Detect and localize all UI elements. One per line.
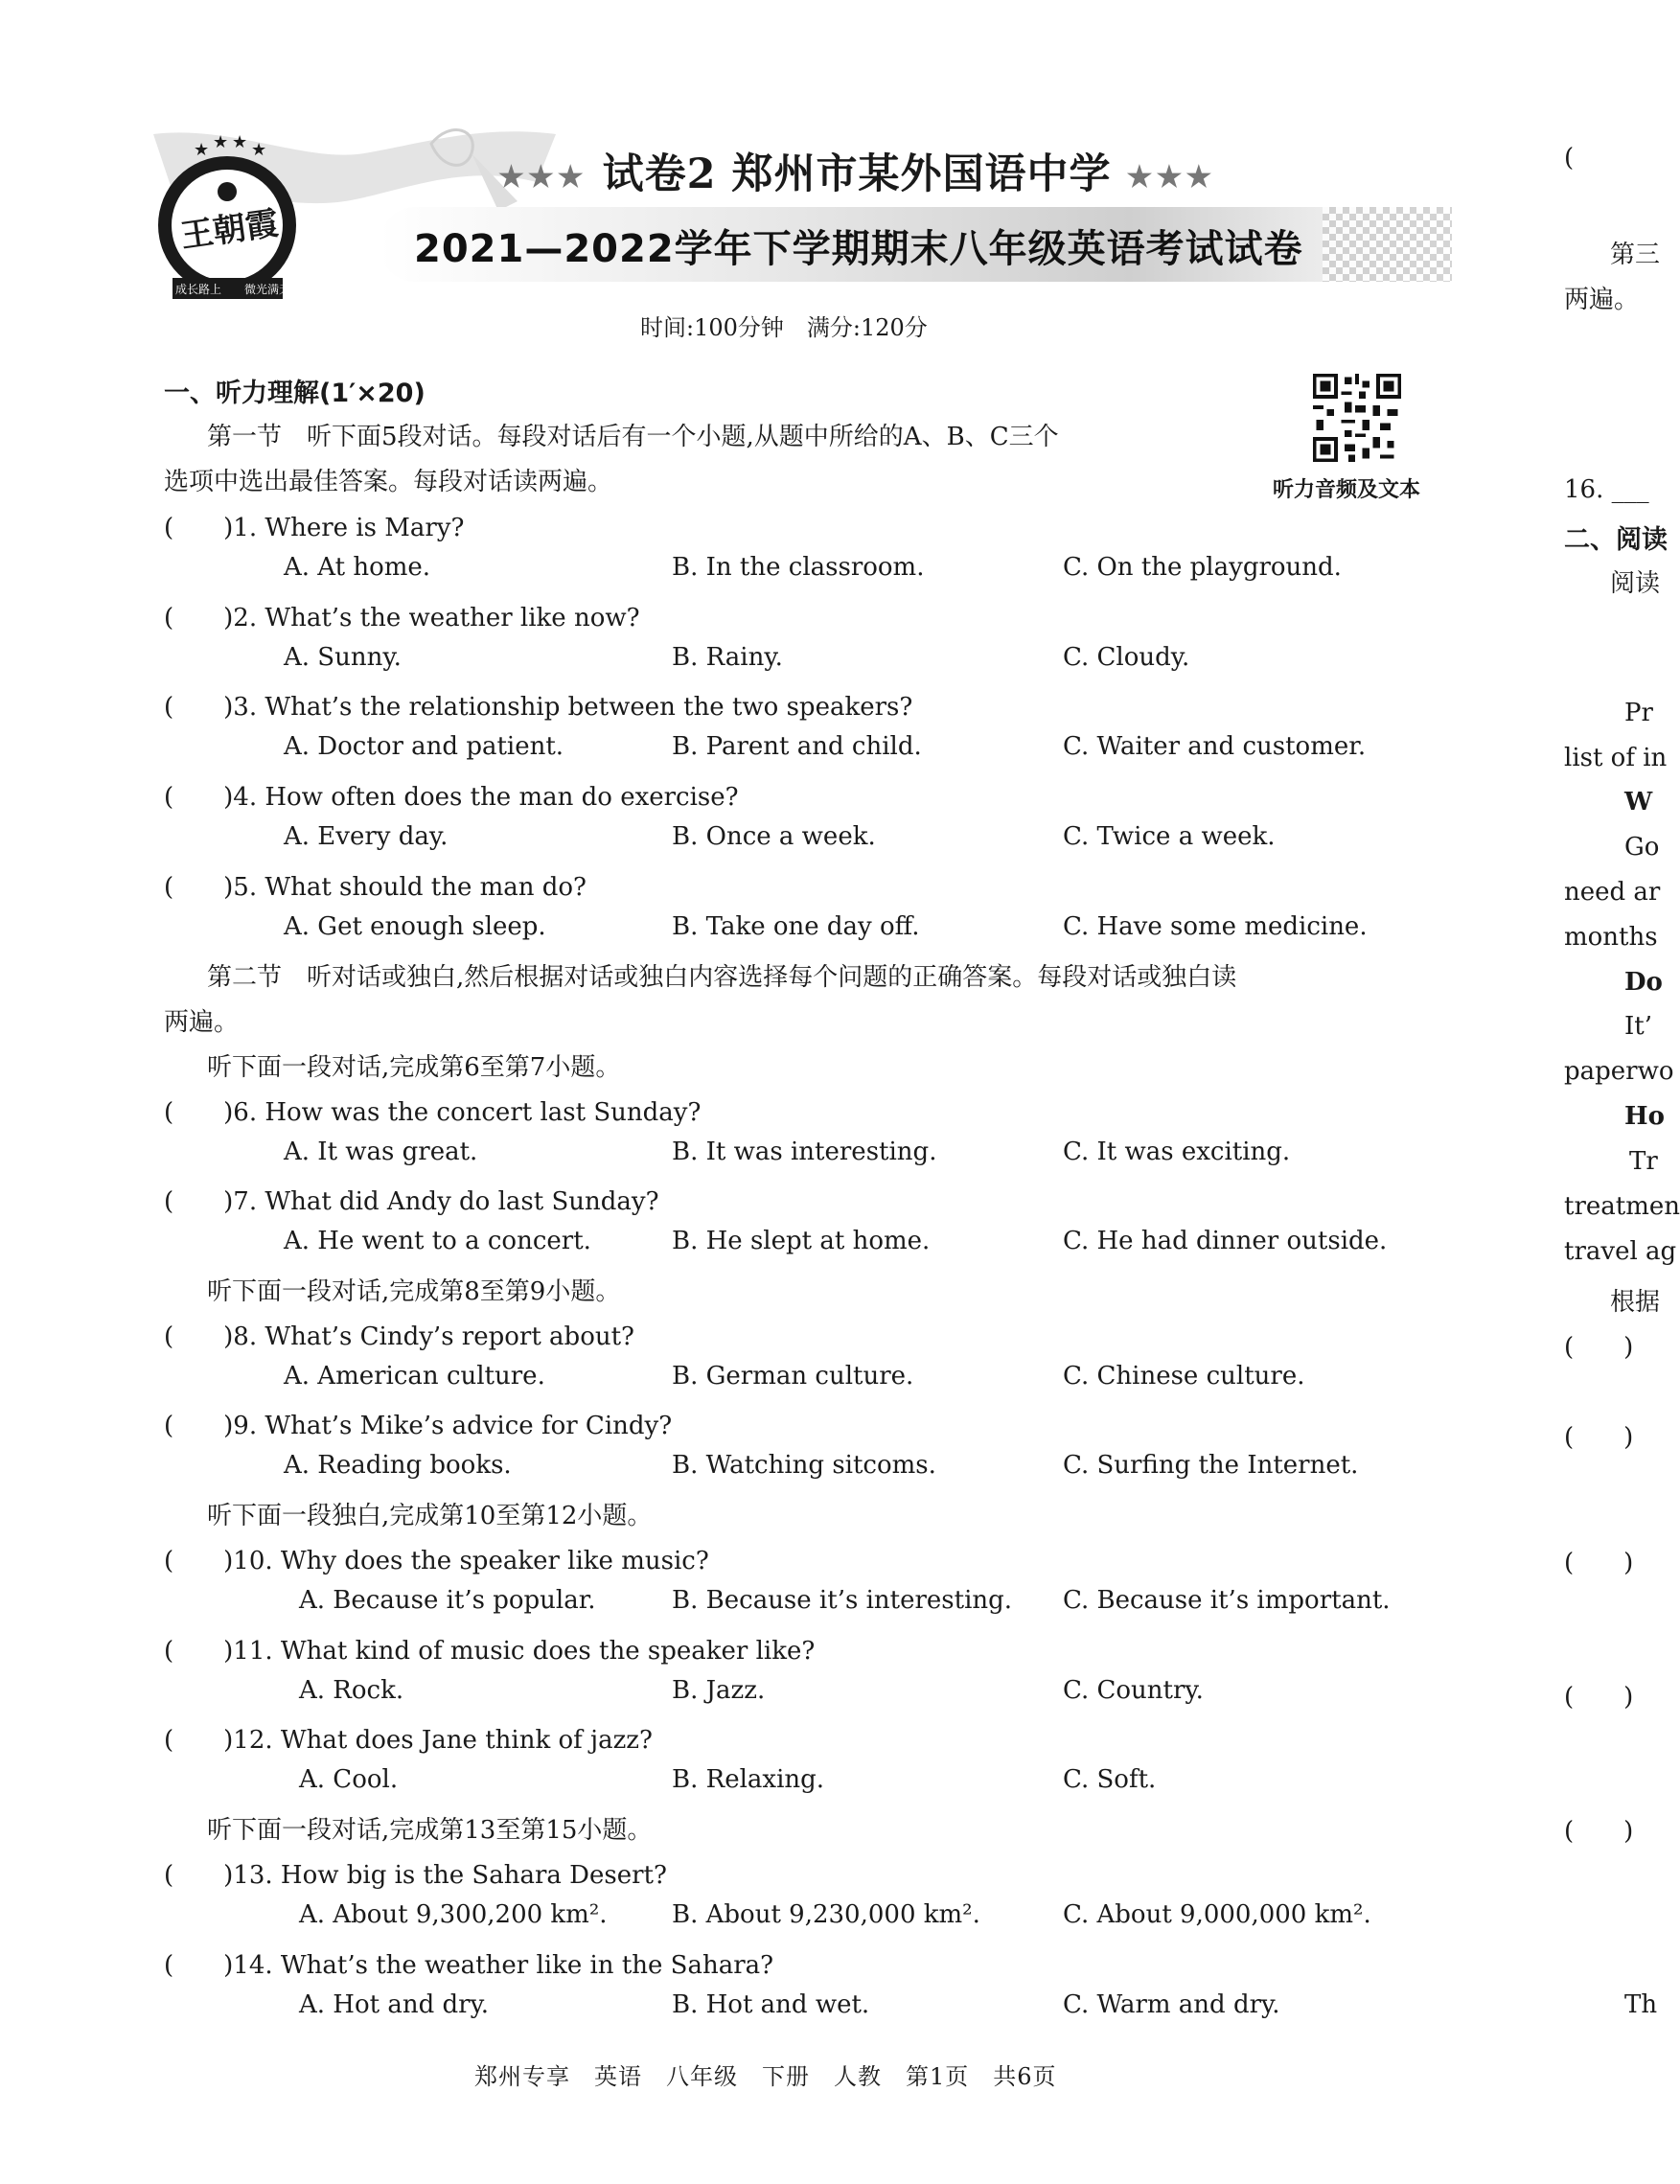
question-5-option-a: A. Get enough sleep. — [284, 912, 546, 941]
right-paren-4: ( ) — [1564, 1683, 1634, 1712]
question-3-option-b: B. Parent and child. — [672, 732, 922, 761]
question-13-option-a: A. About 9,300,200 km². — [299, 1900, 608, 1929]
stars-left-icon: ★★★ — [498, 160, 587, 195]
question-7-option-c: C. He had dinner outside. — [1063, 1227, 1388, 1255]
part1-intro-line1: 第一节 听下面5段对话。每段对话后有一个小题,从题中所给的A、B、C三个 — [207, 423, 1059, 451]
question-11-option-c: C. Country. — [1063, 1676, 1204, 1705]
right-p-paper: paperwo — [1564, 1057, 1674, 1086]
right-p-list: list of in — [1564, 744, 1668, 772]
question-2-stem: ( )2. What’s the weather like now? — [164, 604, 640, 632]
question-2-option-b: B. Rainy. — [672, 643, 783, 672]
question-14-option-a: A. Hot and dry. — [299, 1990, 490, 2019]
question-4-option-c: C. Twice a week. — [1063, 822, 1276, 851]
question-3-option-a: A. Doctor and patient. — [284, 732, 564, 761]
qr-label: 听力音频及文本 — [1273, 478, 1421, 502]
part1-intro-line2: 选项中选出最佳答案。每段对话读两遍。 — [164, 468, 613, 496]
right-paren: ( — [1564, 144, 1575, 172]
question-8-stem: ( )8. What’s Cindy’s report about? — [164, 1322, 634, 1351]
checker-decoration — [1323, 207, 1452, 282]
page-title: 2021—2022学年下学期期末八年级英语考试试卷 — [414, 227, 1303, 271]
svg-text:★: ★ — [232, 132, 248, 152]
subsection-6-7: 听下面一段对话,完成第6至第7小题。 — [207, 1053, 621, 1082]
svg-text:★: ★ — [251, 140, 267, 160]
right-sec2-intro: 阅读 — [1610, 569, 1661, 598]
exam-title: 试卷2 郑州市某外国语中学 — [602, 150, 1112, 198]
right-paren-3: ( ) — [1564, 1549, 1634, 1577]
question-6-stem: ( )6. How was the concert last Sunday? — [164, 1098, 702, 1127]
question-8-option-a: A. American culture. — [284, 1362, 545, 1391]
question-6-option-b: B. It was interesting. — [672, 1138, 937, 1166]
question-12-option-c: C. Soft. — [1063, 1765, 1157, 1794]
section-title-listening: 一、听力理解(1′×20) — [164, 379, 426, 408]
question-9-option-c: C. Surfing the Internet. — [1063, 1451, 1359, 1480]
logo-sub-right: 微光满天 — [244, 283, 291, 296]
right-p-gen: 根据 — [1610, 1288, 1661, 1317]
right-p-travel: travel ag — [1564, 1237, 1677, 1266]
right-p-need: need ar — [1564, 878, 1661, 907]
question-6-option-a: A. It was great. — [284, 1138, 478, 1166]
question-4-option-b: B. Once a week. — [672, 822, 876, 851]
question-8-option-c: C. Chinese culture. — [1063, 1362, 1305, 1391]
right-two-times: 两遍。 — [1564, 286, 1640, 314]
svg-text:★: ★ — [194, 140, 210, 160]
stars-right-icon: ★★★ — [1126, 160, 1216, 195]
right-p-months: months — [1564, 923, 1658, 952]
logo-sub-left: 成长路上 — [175, 283, 222, 296]
right-q16: 16. ___ — [1564, 475, 1649, 504]
question-2-option-a: A. Sunny. — [284, 643, 402, 672]
right-paren-5: ( ) — [1564, 1817, 1634, 1846]
right-heading-w: W — [1624, 788, 1653, 816]
question-7-stem: ( )7. What did Andy do last Sunday? — [164, 1187, 659, 1216]
subsection-8-9: 听下面一段对话,完成第8至第9小题。 — [207, 1277, 621, 1306]
right-paren-2: ( ) — [1564, 1423, 1634, 1452]
right-p-tr: Tr — [1629, 1147, 1658, 1176]
question-10-option-b: B. Because it’s interesting. — [672, 1586, 1013, 1615]
question-9-stem: ( )9. What’s Mike’s advice for Cindy? — [164, 1412, 673, 1440]
question-11-stem: ( )11. What kind of music does the speaker like? — [164, 1637, 816, 1666]
question-8-option-b: B. German culture. — [672, 1362, 914, 1391]
right-part3: 第三 — [1610, 241, 1661, 269]
exam-header — [498, 142, 1215, 200]
question-9-option-a: A. Reading books. — [284, 1451, 512, 1480]
right-p-it: It’ — [1624, 1012, 1652, 1041]
right-p-treat: treatmen — [1564, 1192, 1680, 1221]
question-7-option-a: A. He went to a concert. — [284, 1227, 591, 1255]
right-p-pr: Pr — [1624, 699, 1653, 727]
subsection-13-15: 听下面一段对话,完成第13至第15小题。 — [207, 1816, 653, 1845]
question-5-option-b: B. Take one day off. — [672, 912, 920, 941]
right-p-go: Go — [1624, 833, 1660, 862]
right-heading-ho: Ho — [1624, 1102, 1665, 1131]
question-5-stem: ( )5. What should the man do? — [164, 873, 587, 902]
question-12-stem: ( )12. What does Jane think of jazz? — [164, 1726, 653, 1755]
question-2-option-c: C. Cloudy. — [1063, 643, 1190, 672]
part2-intro-line1: 第二节 听对话或独白,然后根据对话或独白内容选择每个问题的正确答案。每段对话或独白读 — [207, 963, 1237, 992]
question-4-option-a: A. Every day. — [284, 822, 449, 851]
question-1-option-a: A. At home. — [284, 553, 431, 582]
question-12-option-b: B. Relaxing. — [672, 1765, 825, 1794]
right-heading-do: Do — [1624, 968, 1663, 997]
question-1-stem: ( )1. Where is Mary? — [164, 514, 465, 542]
question-14-option-b: B. Hot and wet. — [672, 1990, 870, 2019]
question-4-stem: ( )4. How often does the man do exercise? — [164, 783, 739, 812]
question-13-option-c: C. About 9,000,000 km². — [1063, 1900, 1371, 1929]
question-5-option-c: C. Have some medicine. — [1063, 912, 1368, 941]
question-14-stem: ( )14. What’s the weather like in the Sahara? — [164, 1951, 774, 1980]
question-1-option-c: C. On the playground. — [1063, 553, 1342, 582]
subsection-10-12: 听下面一段独白,完成第10至第12小题。 — [207, 1502, 653, 1530]
part2-intro-line2: 两遍。 — [164, 1008, 240, 1037]
question-13-option-b: B. About 9,230,000 km². — [672, 1900, 980, 1929]
question-11-option-b: B. Jazz. — [672, 1676, 766, 1705]
question-10-option-a: A. Because it’s popular. — [299, 1586, 596, 1615]
question-1-option-b: B. In the classroom. — [672, 553, 925, 582]
question-3-stem: ( )3. What’s the relationship between the two speakers? — [164, 693, 913, 722]
question-12-option-a: A. Cool. — [299, 1765, 399, 1794]
right-sec2-title: 二、阅读 — [1564, 525, 1668, 555]
question-10-stem: ( )10. Why does the speaker like music? — [164, 1547, 709, 1575]
question-14-option-c: C. Warm and dry. — [1063, 1990, 1280, 2019]
question-9-option-b: B. Watching sitcoms. — [672, 1451, 936, 1480]
question-6-option-c: C. It was exciting. — [1063, 1138, 1291, 1166]
logo-text: 王朝霞 — [178, 204, 281, 256]
question-7-option-b: B. He slept at home. — [672, 1227, 931, 1255]
question-10-option-c: C. Because it’s important. — [1063, 1586, 1391, 1615]
qr-code-icon[interactable] — [1313, 374, 1401, 462]
svg-text:★: ★ — [213, 132, 229, 152]
time-and-score: 时间:100分钟 满分:120分 — [640, 314, 928, 341]
right-paren-1: ( ) — [1564, 1333, 1634, 1362]
page-footer: 郑州专享 英语 八年级 下册 人教 第1页 共6页 — [474, 2063, 1057, 2090]
question-11-option-a: A. Rock. — [299, 1676, 404, 1705]
question-3-option-c: C. Waiter and customer. — [1063, 732, 1367, 761]
right-p-th: Th — [1624, 1990, 1658, 2019]
question-13-stem: ( )13. How big is the Sahara Desert? — [164, 1861, 667, 1890]
